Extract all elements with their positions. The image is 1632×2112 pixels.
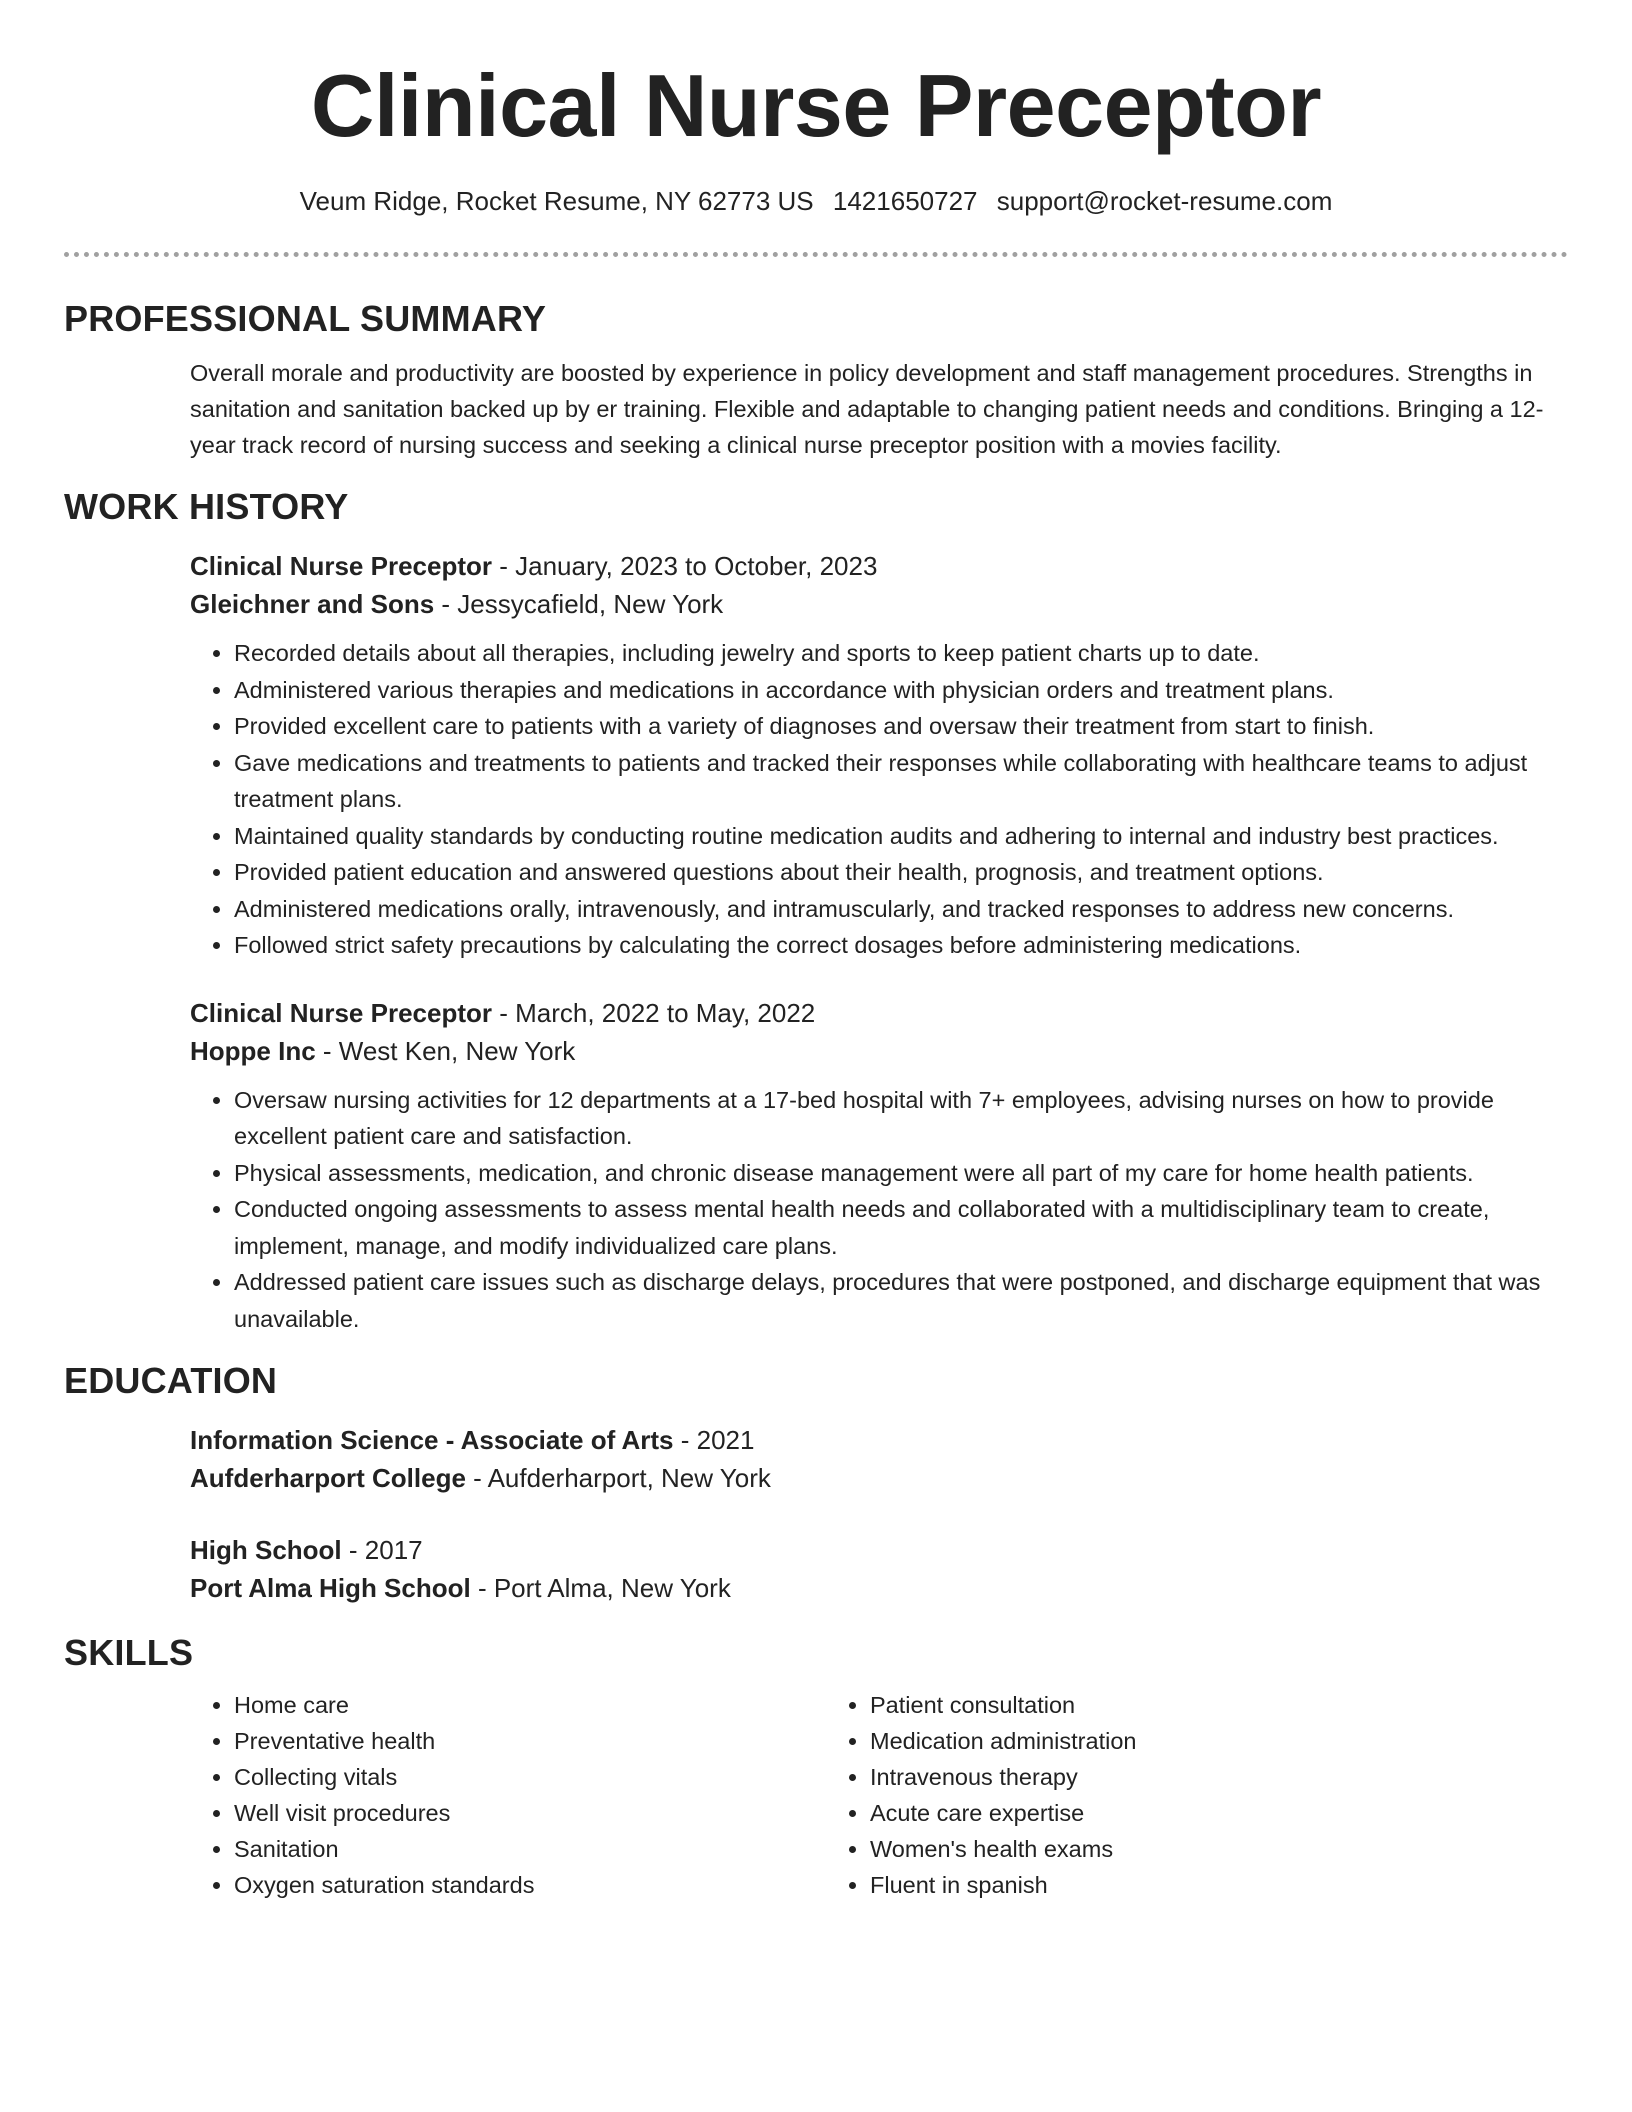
education-year: - 2021: [673, 1425, 755, 1455]
list-item: • Addressed patient care issues such as discharge delays, procedures that were postponed, and discharge equipment that was unavailable.: [234, 1264, 1568, 1337]
section-title-summary: PROFESSIONAL SUMMARY: [64, 298, 547, 339]
job-title-line: [190, 994, 1568, 1032]
education-degree: Information Science - Associate of Arts: [190, 1425, 674, 1455]
education-school: Port Alma High School: [190, 1573, 471, 1603]
education-school-line: [190, 1459, 1568, 1497]
education-section: [64, 1359, 1568, 1607]
skills-columns: [190, 1687, 1568, 1903]
list-item: • Fluent in spanish: [870, 1867, 1462, 1903]
resume-name: Clinical Nurse Preceptor: [310, 56, 1322, 155]
list-item: • Intravenous therapy: [870, 1759, 1462, 1795]
list-item: • Women's health exams: [870, 1831, 1462, 1867]
job-dates: - March, 2022 to May, 2022: [492, 997, 816, 1028]
education-location: - Port Alma, New York: [470, 1573, 731, 1603]
header-divider: [64, 252, 1568, 257]
list-item: • Provided patient education and answered questions about their health, prognosis, and treatment options.: [234, 854, 1568, 891]
list-item: • Followed strict safety precautions by calculating the correct dosages before administering medications.: [234, 927, 1568, 964]
job-company: Hoppe Inc: [190, 1035, 316, 1066]
education-location: - Aufderharport, New York: [465, 1463, 771, 1493]
education-year: - 2017: [341, 1535, 423, 1565]
job-entry: [190, 547, 1568, 964]
skills-list-left: [190, 1687, 826, 1903]
section-title-work: WORK HISTORY: [64, 486, 349, 527]
contact-phone: 1421650727: [832, 186, 978, 216]
list-item: • Maintained quality standards by conducting routine medication audits and adhering to internal and industry best practices.: [234, 818, 1568, 855]
list-item: • Recorded details about all therapies, including jewelry and sports to keep patient charts up to date.: [234, 635, 1568, 672]
list-item: • Administered medications orally, intravenously, and intramuscularly, and tracked responses to address new concerns.: [234, 891, 1568, 928]
resume-page: [64, 0, 1568, 1903]
list-item: • Conducted ongoing assessments to assess mental health needs and collaborated with a multidisciplinary team to create, implement, manage, and modify individualized care plans.: [234, 1191, 1568, 1264]
contact-address: Veum Ridge, Rocket Resume, NY 62773 US: [299, 186, 814, 216]
list-item: • Provided excellent care to patients with a variety of diagnoses and oversaw their treatment from start to finish.: [234, 708, 1568, 745]
education-entry: [190, 1421, 1568, 1497]
section-title-education: EDUCATION: [64, 1360, 278, 1401]
list-item: • Acute care expertise: [870, 1795, 1462, 1831]
job-entry: [190, 994, 1568, 1338]
skills-list-right: [826, 1687, 1462, 1903]
education-degree: High School: [190, 1535, 342, 1565]
job-company-line: [190, 1032, 1568, 1070]
list-item: • Medication administration: [870, 1723, 1462, 1759]
list-item: • Physical assessments, medication, and chronic disease management were all part of my care for home health patients.: [234, 1155, 1568, 1192]
job-location: - Jessycafield, New York: [434, 589, 724, 619]
list-item: • Sanitation: [234, 1831, 826, 1867]
list-item: • Gave medications and treatments to patients and tracked their responses while collaborating with healthcare teams to adjust treatment plans.: [234, 745, 1568, 818]
list-item: • Home care: [234, 1687, 826, 1723]
job-company: Gleichner and Sons: [190, 589, 435, 619]
education-entry: [190, 1531, 1568, 1607]
contact-email: support@rocket-resume.com: [996, 186, 1333, 216]
job-bullets: [190, 635, 1568, 964]
job-company-line: [190, 585, 1568, 623]
list-item: • Patient consultation: [870, 1687, 1462, 1723]
job-role: Clinical Nurse Preceptor: [190, 551, 492, 581]
list-item: • Administered various therapies and medications in accordance with physician orders and treatment plans.: [234, 672, 1568, 709]
list-item: • Collecting vitals: [234, 1759, 826, 1795]
list-item: • Oversaw nursing activities for 12 departments at a 17-bed hospital with 7+ employees, advising nurses on how to provide excellent patient care and satisfaction.: [234, 1082, 1568, 1155]
list-item: • Well visit procedures: [234, 1795, 826, 1831]
job-role: Clinical Nurse Preceptor: [190, 997, 492, 1028]
education-degree-line: [190, 1531, 1568, 1569]
summary-text: Overall morale and productivity are boosted by experience in policy development and staff management procedures. Strengths in sanitation and sanitation backed up by er training. Flexible and adaptable to changing patient needs and conditions. Bringing a 12-year track record of nursing success and seeking a clinical nurse preceptor position with a movies facility.: [190, 360, 1544, 458]
job-bullets: [190, 1082, 1568, 1338]
education-school: Aufderharport College: [190, 1463, 466, 1493]
education-degree-line: [190, 1421, 1568, 1459]
education-school-line: [190, 1569, 1568, 1607]
job-location: - West Ken, New York: [315, 1035, 576, 1066]
list-item: • Preventative health: [234, 1723, 826, 1759]
job-title-line: [190, 547, 1568, 585]
job-dates: - January, 2023 to October, 2023: [492, 551, 878, 581]
work-section: [64, 485, 1568, 1337]
summary-section: [64, 297, 1568, 463]
skills-section: [64, 1631, 1568, 1903]
list-item: • Oxygen saturation standards: [234, 1867, 826, 1903]
contact-line: [64, 184, 1568, 218]
section-title-skills: SKILLS: [64, 1632, 194, 1673]
